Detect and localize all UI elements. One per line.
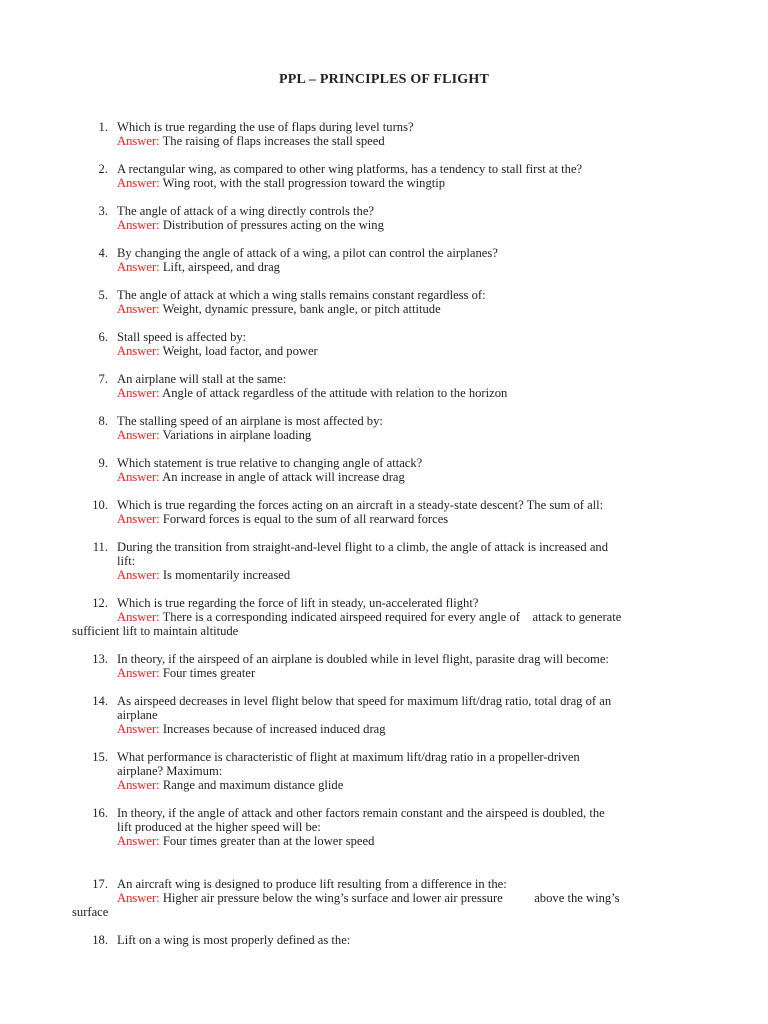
answer-line <box>117 512 725 526</box>
question-text: The angle of attack of a wing directly controls the? <box>117 204 375 218</box>
answer-text: Wing root, with the stall progression toward the wingtip <box>162 176 446 190</box>
answer-text: Variations in airplane loading <box>162 428 312 442</box>
answer-label: Answer: <box>117 568 160 582</box>
answer-text: Weight, load factor, and power <box>162 344 318 358</box>
answer-line <box>117 834 725 848</box>
answer-label: Answer: <box>117 512 160 526</box>
answer-line <box>117 176 725 190</box>
answer-label: Answer: <box>117 778 160 792</box>
item-number: 2. <box>98 162 108 176</box>
question-text: Stall speed is affected by: <box>117 330 247 344</box>
item-number: 1. <box>98 120 108 134</box>
answer-line <box>117 386 725 400</box>
answer-label: Answer: <box>117 666 160 680</box>
item-number: 14. <box>92 694 108 708</box>
answer-label: Answer: <box>117 260 160 274</box>
answer-label: Answer: <box>117 344 160 358</box>
answer-label: Answer: <box>117 302 160 316</box>
answer-label: Answer: <box>117 722 160 736</box>
item-number: 4. <box>98 246 108 260</box>
answer-text: Weight, dynamic pressure, bank angle, or pitch attitude <box>162 302 441 316</box>
answer-line <box>117 666 725 680</box>
answer-text: There is a corresponding indicated airspeed required for every angle of attack to generate <box>162 610 622 624</box>
item-number: 11. <box>92 540 108 554</box>
question-text: Which is true regarding the use of flaps during level turns? <box>117 120 414 134</box>
answer-line <box>117 722 725 736</box>
answer-text: Increases because of increased induced drag <box>162 722 386 736</box>
answer-text: Lift, airspeed, and drag <box>162 260 280 274</box>
answer-text: Is momentarily increased <box>162 568 291 582</box>
answer-text: Higher air pressure below the wing’s surface and lower air pressure above the wing’s <box>162 891 620 905</box>
question-text: Which is true regarding the forces acting on an aircraft in a steady-state descent? The sum of all: <box>117 498 604 512</box>
answer-text: The raising of flaps increases the stall speed <box>162 134 385 148</box>
question-text: During the transition from straight-and-level flight to a climb, the angle of attack is increased and <box>117 540 609 554</box>
answer-line <box>117 218 725 232</box>
item-number: 9. <box>98 456 108 470</box>
item-number: 12. <box>92 596 108 610</box>
answer-text-cont: sufficient lift to maintain altitude <box>72 624 239 638</box>
question-text: The angle of attack at which a wing stalls remains constant regardless of: <box>117 288 486 302</box>
item-number: 10. <box>92 498 108 512</box>
item-number: 16. <box>92 806 108 820</box>
answer-line <box>117 470 725 484</box>
answer-label: Answer: <box>117 176 160 190</box>
item-number: 17. <box>92 877 108 891</box>
answer-label: Answer: <box>117 134 160 148</box>
answer-text-cont: surface <box>72 905 109 919</box>
answer-text: Four times greater than at the lower speed <box>162 834 375 848</box>
item-number: 6. <box>98 330 108 344</box>
answer-line <box>117 891 725 905</box>
answer-line <box>117 568 725 582</box>
question-text-cont: airplane <box>117 708 158 722</box>
answer-text: Range and maximum distance glide <box>162 778 344 792</box>
item-number: 18. <box>92 933 108 947</box>
answer-line <box>117 302 725 316</box>
page-title: PPL – PRINCIPLES OF FLIGHT <box>278 72 490 87</box>
item-number: 15. <box>92 750 108 764</box>
question-text: The stalling speed of an airplane is most affected by: <box>117 414 383 428</box>
question-text: By changing the angle of attack of a wing, a pilot can control the airplanes? <box>117 246 498 260</box>
answer-label: Answer: <box>117 834 160 848</box>
item-number: 7. <box>98 372 108 386</box>
question-text: An aircraft wing is designed to produce lift resulting from a difference in the: <box>117 877 507 891</box>
answer-label: Answer: <box>117 891 160 905</box>
item-number: 3. <box>98 204 108 218</box>
answer-text: Four times greater <box>162 666 256 680</box>
answer-text: Angle of attack regardless of the attitude with relation to the horizon <box>162 386 508 400</box>
answer-line <box>117 344 725 358</box>
question-text: In theory, if the airspeed of an airplane is doubled while in level flight, parasite drag will become: <box>117 652 609 666</box>
question-text-cont: lift produced at the higher speed will be: <box>117 820 321 834</box>
question-text: An airplane will stall at the same: <box>117 372 287 386</box>
answer-label: Answer: <box>117 470 160 484</box>
item-number: 13. <box>92 652 108 666</box>
item-number: 8. <box>98 414 108 428</box>
answer-line <box>117 610 725 624</box>
answer-label: Answer: <box>117 610 160 624</box>
answer-label: Answer: <box>117 428 160 442</box>
answer-label: Answer: <box>117 218 160 232</box>
answer-text: Forward forces is equal to the sum of all rearward forces <box>162 512 449 526</box>
question-text-cont: airplane? Maximum: <box>117 764 223 778</box>
answer-text: An increase in angle of attack will increase drag <box>162 470 405 484</box>
answer-label: Answer: <box>117 386 160 400</box>
question-text-cont: lift: <box>117 554 136 568</box>
question-text: In theory, if the angle of attack and other factors remain constant and the airspeed is doubled, the <box>117 806 605 820</box>
item-number: 5. <box>98 288 108 302</box>
answer-text: Distribution of pressures acting on the wing <box>162 218 384 232</box>
answer-line <box>117 260 725 274</box>
question-text: As airspeed decreases in level flight below that speed for maximum lift/drag ratio, total drag of an <box>117 694 612 708</box>
question-text: Which is true regarding the force of lift in steady, un-accelerated flight? <box>117 596 479 610</box>
answer-line <box>117 134 725 148</box>
answer-line <box>117 428 725 442</box>
question-text: Which statement is true relative to changing angle of attack? <box>117 456 423 470</box>
question-text: A rectangular wing, as compared to other wing platforms, has a tendency to stall first at the? <box>117 162 583 176</box>
question-text: What performance is characteristic of flight at maximum lift/drag ratio in a propeller-driven <box>117 750 580 764</box>
answer-line <box>117 778 725 792</box>
question-text: Lift on a wing is most properly defined as the: <box>117 933 351 947</box>
